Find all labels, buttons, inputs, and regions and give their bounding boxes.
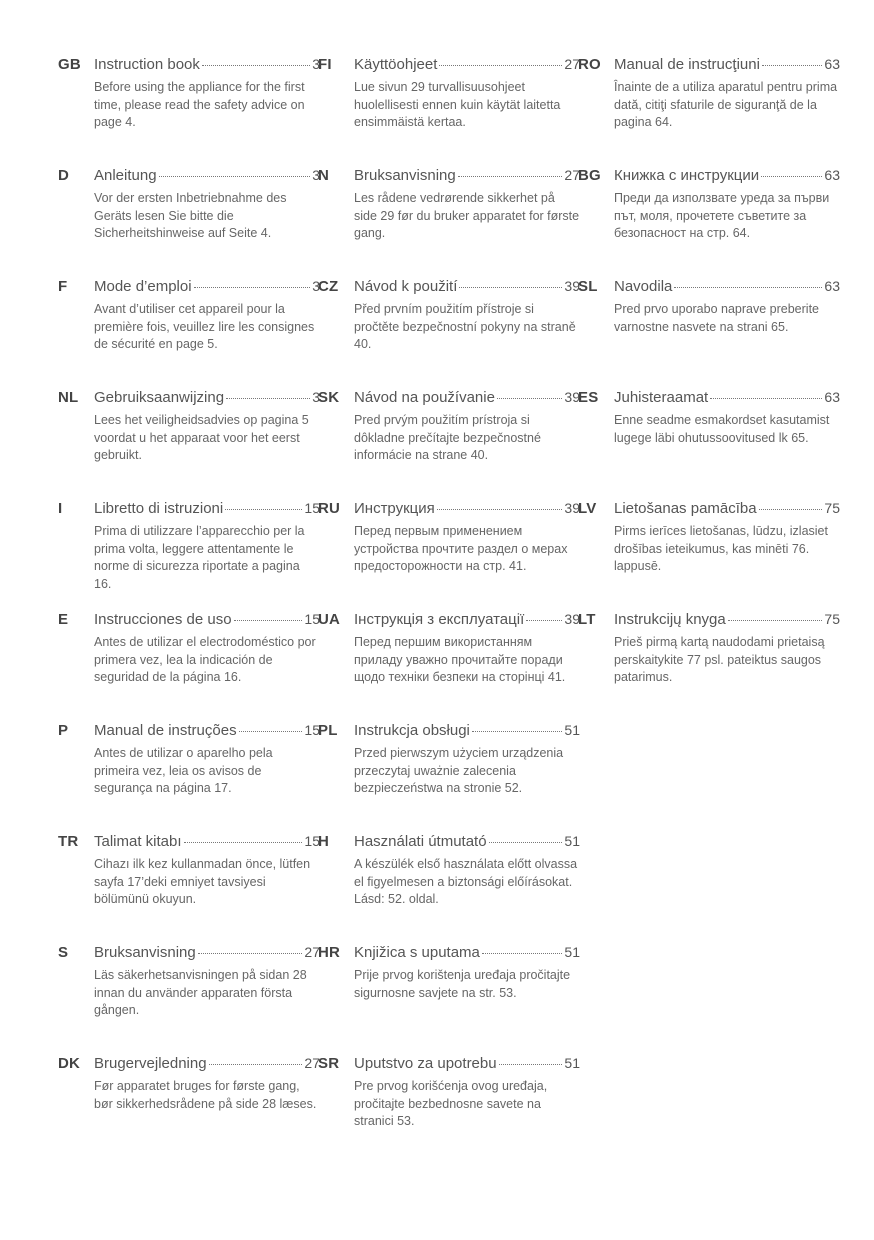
- safety-note: Przed pierwszym użyciem urządzenia przeczytaj uważnie zalecenia bezpieczeństwa na stronie 52.: [354, 746, 564, 796]
- toc-entry-fi: [318, 56, 580, 167]
- dot-leader: [209, 1064, 303, 1065]
- page-number: 27: [304, 944, 320, 960]
- safety-note: Преди да използвате уреда за първи път, моля, прочетете съветите за безопасност на стр. 64.: [614, 191, 830, 241]
- safety-note: Les rådene vedrørende sikkerhet på side 29 før du bruker apparatet for første gang.: [354, 191, 580, 241]
- language-code: S: [58, 944, 69, 961]
- dot-leader: [499, 1064, 563, 1065]
- toc-entry-s: [58, 944, 320, 1055]
- safety-note: Avant d’utiliser cet appareil pour la première fois, veuillez lire les consignes de sécurité en page 5.: [94, 302, 315, 352]
- toc-title-line[interactable]: [354, 722, 580, 739]
- language-code: SK: [318, 389, 340, 406]
- dot-leader: [674, 287, 822, 288]
- page-number: 3: [312, 167, 320, 183]
- toc-title: Uputstvo za upotrebu: [354, 1055, 497, 1072]
- toc-entry-ua: [318, 611, 580, 722]
- column-1: [58, 56, 320, 1166]
- toc-title: Инструкция: [354, 500, 435, 517]
- toc-title: Lietošanas pamācība: [614, 500, 757, 517]
- toc-title-line[interactable]: [354, 500, 580, 517]
- safety-note: Antes de utilizar el electrodoméstico por primera vez, lea la indicación de seguridad de la página 16.: [94, 635, 316, 685]
- language-code: PL: [318, 722, 338, 739]
- language-code: LV: [578, 500, 597, 517]
- page-number: 39: [564, 500, 580, 516]
- page-number: 39: [564, 389, 580, 405]
- toc-title-line[interactable]: [614, 278, 840, 295]
- safety-note: Prima di utilizzare l’apparecchio per la prima volta, leggere attentamente le norme di sicurezza riportate a pagina 16.: [94, 524, 305, 592]
- toc-entry-lt: [578, 611, 840, 722]
- toc-title: Navodila: [614, 278, 673, 295]
- toc-title: Käyttöohjeet: [354, 56, 438, 73]
- dot-leader: [759, 509, 823, 510]
- column-3: [578, 56, 840, 722]
- toc-title: Návod na používanie: [354, 389, 495, 406]
- dot-leader: [459, 287, 562, 288]
- safety-note: A készülék első használata előtt olvassa el figyelmesen a biztonsági előírásokat. Lásd: 52. oldal.: [354, 857, 578, 907]
- toc-title: Manual de instruções: [94, 722, 237, 739]
- toc-title-line[interactable]: [94, 611, 320, 628]
- page-number: 15: [304, 611, 320, 627]
- language-code: RU: [318, 500, 341, 517]
- page-number: 3: [312, 56, 320, 72]
- dot-leader: [458, 176, 563, 177]
- toc-entry-n: [318, 167, 580, 278]
- safety-note: Pred prvo uporabo naprave preberite varnostne nasvete na strani 65.: [614, 302, 819, 334]
- safety-note: Перед першим використанням приладу уважно прочитайте поради щодо техніки безпеки на сторінці 41.: [354, 635, 566, 685]
- language-code: N: [318, 167, 330, 184]
- page-number: 51: [564, 1055, 580, 1071]
- toc-title: Книжка с инструкции: [614, 167, 760, 184]
- page-number: 15: [304, 722, 320, 738]
- toc-entry-nl: [58, 389, 320, 500]
- toc-entry-hr: [318, 944, 580, 1055]
- toc-entry-bg: [578, 167, 840, 278]
- dot-leader: [226, 398, 310, 399]
- toc-entry-tr: [58, 833, 320, 944]
- dot-leader: [184, 842, 303, 843]
- toc-title-line[interactable]: [94, 500, 320, 517]
- page-number: 51: [564, 722, 580, 738]
- toc-title-line[interactable]: [354, 167, 580, 184]
- language-code: D: [58, 167, 70, 184]
- page-number: 15: [304, 500, 320, 516]
- safety-note: Перед первым применением устройства прочтите раздел о мерах предосторожности на стр. 41.: [354, 524, 568, 574]
- toc-entry-sl: [578, 278, 840, 389]
- toc-title: Instrucciones de uso: [94, 611, 232, 628]
- toc-title-line[interactable]: [94, 389, 320, 406]
- toc-title-line[interactable]: [354, 611, 580, 628]
- toc-title: Mode d’emploi: [94, 278, 192, 295]
- page-number: 63: [824, 389, 840, 405]
- toc-title: Libretto di istruzioni: [94, 500, 224, 517]
- language-code: NL: [58, 389, 79, 406]
- page-number: 63: [824, 278, 840, 294]
- page-number: 51: [564, 833, 580, 849]
- language-code: E: [58, 611, 69, 628]
- page-number: 27: [304, 1055, 320, 1071]
- language-code: HR: [318, 944, 341, 961]
- page-number: 3: [312, 278, 320, 294]
- toc-entry-ru: [318, 500, 580, 611]
- language-code: DK: [58, 1055, 81, 1072]
- toc-entry-sr: [318, 1055, 580, 1166]
- language-code: LT: [578, 611, 596, 628]
- toc-title: Anleitung: [94, 167, 157, 184]
- toc-entry-pl: [318, 722, 580, 833]
- language-code: FI: [318, 56, 332, 73]
- language-code: F: [58, 278, 68, 295]
- safety-note: Pred prvým použitím prístroja si dôkladne prečítajte bezpečnostné informácie na strane 40.: [354, 413, 541, 463]
- toc-entry-i: [58, 500, 320, 611]
- language-code: SL: [578, 278, 598, 295]
- toc-title-line[interactable]: [354, 56, 580, 73]
- toc-title: Talimat kitabı: [94, 833, 182, 850]
- dot-leader: [497, 398, 562, 399]
- toc-title-line[interactable]: [94, 833, 320, 850]
- language-code: I: [58, 500, 63, 517]
- dot-leader: [439, 65, 562, 66]
- language-code: BG: [578, 167, 601, 184]
- column-2: [318, 56, 580, 1166]
- language-code: TR: [58, 833, 79, 850]
- language-code: ES: [578, 389, 599, 406]
- safety-note: Cihazı ilk kez kullanmadan önce, lütfen sayfa 17’deki emniyet tavsiyesi bölümünü okuyun.: [94, 857, 311, 907]
- toc-entry-gb: [58, 56, 320, 167]
- dot-leader: [198, 953, 303, 954]
- toc-title: Juhisteraamat: [614, 389, 709, 406]
- safety-note: Vor der ersten Inbetriebnahme des Geräts lesen Sie bitte die Sicherheitshinweise auf Seite 4.: [94, 191, 287, 241]
- dot-leader: [761, 176, 822, 177]
- dot-leader: [728, 620, 823, 621]
- toc-title: Instrukcja obsługi: [354, 722, 470, 739]
- toc-title-line[interactable]: [354, 278, 580, 295]
- toc-title-line[interactable]: [614, 56, 840, 73]
- toc-title-line[interactable]: [354, 833, 580, 850]
- toc-title: Brugervejledning: [94, 1055, 207, 1072]
- page-number: 63: [824, 56, 840, 72]
- toc-entry-sk: [318, 389, 580, 500]
- safety-note: Før apparatet bruges for første gang, bør sikkerhedsrådene på side 28 læses.: [94, 1079, 317, 1111]
- dot-leader: [482, 953, 563, 954]
- safety-note: Lees het veiligheidsadvies op pagina 5 voordat u het apparaat voor het eerst gebruikt.: [94, 413, 309, 463]
- dot-leader: [159, 176, 311, 177]
- page-number: 75: [824, 611, 840, 627]
- toc-entry-p: [58, 722, 320, 833]
- page-number: 63: [824, 167, 840, 183]
- page-number: 27: [564, 56, 580, 72]
- dot-leader: [526, 620, 562, 621]
- safety-note: Läs säkerhetsanvisningen på sidan 28 innan du använder apparaten första gången.: [94, 968, 307, 1018]
- toc-title-line[interactable]: [94, 167, 320, 184]
- toc-title-line[interactable]: [614, 167, 840, 184]
- safety-note: Prije prvog korištenja uređaja pročitajte sigurnosne savjete na str. 53.: [354, 968, 571, 1000]
- toc-title-line[interactable]: [354, 944, 580, 961]
- toc-title: Návod k použití: [354, 278, 458, 295]
- language-code: SR: [318, 1055, 340, 1072]
- dot-leader: [202, 65, 310, 66]
- toc-title: Használati útmutató: [354, 833, 487, 850]
- toc-title-line[interactable]: [94, 278, 320, 295]
- toc-title-line[interactable]: [614, 611, 840, 628]
- language-code: RO: [578, 56, 601, 73]
- toc-title-line[interactable]: [614, 500, 840, 517]
- dot-leader: [225, 509, 302, 510]
- safety-note: Pirms ierīces lietošanas, lūdzu, izlasiet drošības ieteikumus, kas minēti 76. lappusē.: [614, 524, 828, 574]
- safety-note: Prieš pirmą kartą naudodami prietaisą perskaitykite 77 psl. pateiktus saugos patarimus.: [614, 635, 825, 685]
- toc-title: Gebruiksaanwijzing: [94, 389, 225, 406]
- toc-title: Instrukcijų knyga: [614, 611, 726, 628]
- toc-title-line[interactable]: [354, 389, 580, 406]
- toc-entry-cz: [318, 278, 580, 389]
- toc-entry-es: [578, 389, 840, 500]
- toc-entry-d: [58, 167, 320, 278]
- toc-title-line[interactable]: [94, 1055, 320, 1072]
- toc-entry-ro: [578, 56, 840, 167]
- safety-note: Enne seadme esmakordset kasutamist lugege läbi ohutussoovitused lk 65.: [614, 413, 830, 445]
- toc-entry-f: [58, 278, 320, 389]
- toc-title: Manual de instrucţiuni: [614, 56, 760, 73]
- dot-leader: [234, 620, 303, 621]
- page-number: 75: [824, 500, 840, 516]
- language-code: P: [58, 722, 69, 739]
- safety-note: Pre prvog korišćenja ovog uređaja, pročitajte bezbednosne savete na stranici 53.: [354, 1079, 548, 1129]
- safety-note: Před prvním použitím přístroje si pročtěte bezpečnostní pokyny na straně 40.: [354, 302, 576, 352]
- toc-title: Instruction book: [94, 56, 200, 73]
- safety-note: Before using the appliance for the first time, please read the safety advice on page 4.: [94, 80, 305, 130]
- page-number: 39: [564, 611, 580, 627]
- toc-title: Bruksanvisning: [354, 167, 456, 184]
- dot-leader: [710, 398, 822, 399]
- toc-entry-e: [58, 611, 320, 722]
- page-number: 27: [564, 167, 580, 183]
- toc-title: Інструкція з експлуатації: [354, 611, 525, 628]
- toc-entry-lv: [578, 500, 840, 611]
- language-code: UA: [318, 611, 341, 628]
- page-number: 51: [564, 944, 580, 960]
- safety-note: Lue sivun 29 turvallisuusohjeet huolellisesti ennen kuin käytät laitetta ensimmäistä kertaa.: [354, 80, 561, 130]
- toc-title-line[interactable]: [94, 722, 320, 739]
- dot-leader: [762, 65, 823, 66]
- toc-title-line[interactable]: [94, 56, 320, 73]
- dot-leader: [437, 509, 563, 510]
- toc-title-line[interactable]: [614, 389, 840, 406]
- safety-note: Antes de utilizar o aparelho pela primeira vez, leia os avisos de segurança na página 17.: [94, 746, 273, 796]
- toc-entry-h: [318, 833, 580, 944]
- language-code: CZ: [318, 278, 339, 295]
- page-number: 15: [304, 833, 320, 849]
- toc-title: Knjižica s uputama: [354, 944, 480, 961]
- toc-title-line[interactable]: [94, 944, 320, 961]
- safety-note: Înainte de a utiliza aparatul pentru prima dată, citiţi sfaturile de siguranţă de la pagina 64.: [614, 80, 838, 130]
- dot-leader: [194, 287, 311, 288]
- page-number: 3: [312, 389, 320, 405]
- dot-leader: [489, 842, 563, 843]
- language-code: H: [318, 833, 330, 850]
- page-number: 39: [564, 278, 580, 294]
- dot-leader: [239, 731, 303, 732]
- toc-entry-dk: [58, 1055, 320, 1166]
- toc-title: Bruksanvisning: [94, 944, 196, 961]
- dot-leader: [472, 731, 563, 732]
- toc-title-line[interactable]: [354, 1055, 580, 1072]
- language-code: GB: [58, 56, 81, 73]
